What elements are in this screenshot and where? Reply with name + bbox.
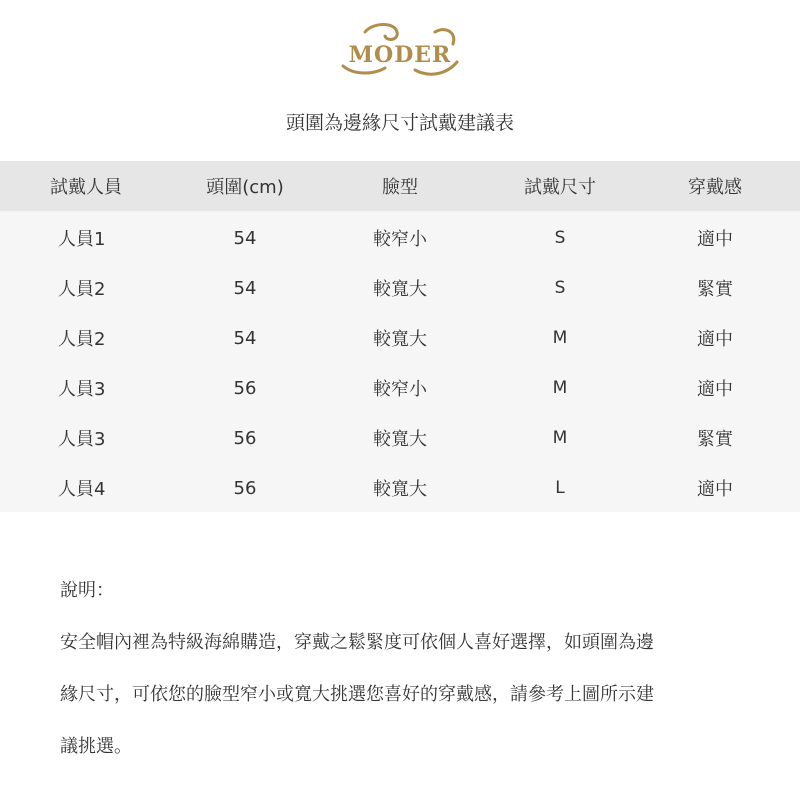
cell-face-shape: 較寬大 — [373, 429, 427, 450]
table-row — [0, 363, 800, 413]
cell-trial-size: S — [554, 278, 566, 298]
table-row — [0, 413, 800, 463]
note-line: 議挑選。 — [60, 736, 132, 757]
cell-fit-feel: 適中 — [697, 329, 733, 350]
table-body — [0, 211, 800, 512]
brand-logo — [0, 18, 800, 93]
table-row — [0, 263, 800, 313]
cell-trial-size: M — [552, 378, 568, 398]
cell-trial-size: L — [555, 478, 565, 498]
page-title: 頭圍為邊緣尺寸試戴建議表 — [285, 112, 514, 134]
logo-text: MODER — [348, 42, 452, 68]
cell-fit-feel: 適中 — [697, 379, 733, 400]
cell-face-shape: 較窄小 — [373, 229, 427, 250]
cell-head-circumference: 54 — [233, 277, 257, 299]
cell-fit-feel: 適中 — [697, 229, 733, 250]
cell-head-circumference: 56 — [233, 427, 257, 449]
note-line: 安全帽內裡為特級海綿購造，穿戴之鬆緊度可依個人喜好選擇，如頭圍為邊 — [60, 632, 654, 653]
note-label: 說明： — [60, 580, 114, 601]
cell-fit-feel: 適中 — [697, 479, 733, 500]
cell-tester: 人員1 — [58, 229, 106, 250]
note-line: 緣尺寸，可依您的臉型窄小或寬大挑選您喜好的穿戴感，請參考上圖所示建 — [60, 684, 654, 705]
cell-face-shape: 較寬大 — [373, 279, 427, 300]
cell-trial-size: M — [552, 328, 568, 348]
size-table — [0, 161, 800, 512]
cell-face-shape: 較窄小 — [373, 379, 427, 400]
moder-logo-icon — [335, 18, 465, 88]
note-section — [60, 565, 750, 773]
cell-fit-feel: 緊實 — [697, 429, 733, 450]
header-trial-size: 試戴尺寸 — [524, 177, 596, 198]
cell-tester: 人員3 — [58, 379, 106, 400]
table-row — [0, 463, 800, 513]
cell-face-shape: 較寬大 — [373, 479, 427, 500]
cell-trial-size: S — [554, 228, 566, 248]
cell-tester: 人員2 — [58, 329, 106, 350]
cell-tester: 人員2 — [58, 279, 106, 300]
cell-trial-size: M — [552, 428, 568, 448]
table-row — [0, 213, 800, 263]
cell-face-shape: 較寬大 — [373, 329, 427, 350]
cell-head-circumference: 54 — [233, 327, 257, 349]
cell-head-circumference: 54 — [233, 227, 257, 249]
header-fit-feel: 穿戴感 — [688, 177, 742, 198]
header-head-circumference: 頭圍(cm) — [206, 177, 284, 198]
cell-tester: 人員3 — [58, 429, 106, 450]
cell-head-circumference: 56 — [233, 377, 257, 399]
header-tester: 試戴人員 — [50, 177, 122, 198]
header-face-shape: 臉型 — [382, 177, 418, 198]
cell-tester: 人員4 — [58, 479, 106, 500]
cell-head-circumference: 56 — [233, 477, 257, 499]
table-header — [0, 161, 800, 211]
cell-fit-feel: 緊實 — [697, 279, 733, 300]
table-row — [0, 313, 800, 363]
